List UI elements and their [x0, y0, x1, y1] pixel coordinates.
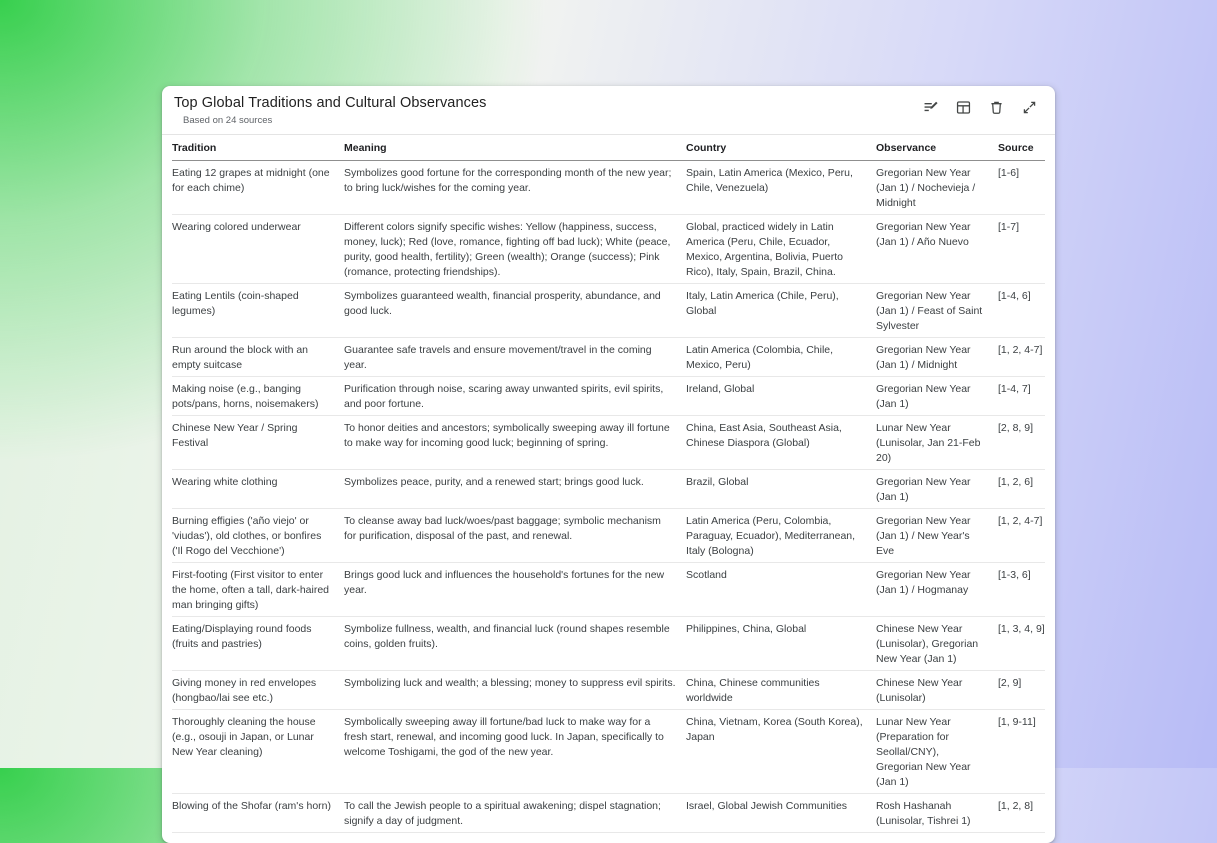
table-row: [172, 794, 1045, 833]
column-header-observance: Observance: [876, 135, 998, 161]
cell-tradition: Eating 12 grapes at midnight (one for each chime): [172, 161, 344, 215]
column-header-meaning: Meaning: [344, 135, 686, 161]
table-row: [172, 509, 1045, 563]
cell-source: [1, 2, 8]: [998, 794, 1045, 833]
cell-observance: Lunar New Year (Lunisolar, Jan 21-Feb 20): [876, 416, 998, 470]
cell-country: Ireland, Global: [686, 377, 876, 416]
cell-country: Israel, Global Jewish Communities: [686, 794, 876, 833]
cell-observance: Chinese New Year (Lunisolar): [876, 671, 998, 710]
cell-country: Global, practiced widely in Latin America (Peru, Chile, Ecuador, Mexico, Argentina, Bolivia, Puerto Rico), Italy, Spain, Brazil, China.: [686, 215, 876, 284]
cell-observance: Gregorian New Year (Jan 1) / Año Nuevo: [876, 215, 998, 284]
cell-meaning: Symbolizing luck and wealth; a blessing; money to suppress evil spirits.: [344, 671, 686, 710]
cell-source: [1-3, 6]: [998, 563, 1045, 617]
cell-observance: Gregorian New Year (Jan 1) / New Year's Eve: [876, 509, 998, 563]
cell-tradition: Eating/Displaying round foods (fruits and pastries): [172, 617, 344, 671]
cell-country: Latin America (Peru, Colombia, Paraguay, Ecuador), Mediterranean, Italy (Bologna): [686, 509, 876, 563]
cell-country: Philippines, China, Global: [686, 617, 876, 671]
cell-meaning: To honor deities and ancestors; symbolically sweeping away ill fortune to make way for incoming good luck; beginning of spring.: [344, 416, 686, 470]
table-row: [172, 161, 1045, 215]
cell-tradition: Thoroughly cleaning the house (e.g., osouji in Japan, or Lunar New Year cleaning): [172, 710, 344, 794]
table-row: [172, 617, 1045, 671]
traditions-table-card: [162, 86, 1055, 843]
cell-observance: Gregorian New Year (Jan 1) / Midnight: [876, 338, 998, 377]
cell-source: [1-4, 7]: [998, 377, 1045, 416]
cell-tradition: First-footing (First visitor to enter the home, often a tall, dark-haired man bringing gifts): [172, 563, 344, 617]
cell-country: Brazil, Global: [686, 470, 876, 509]
delete-icon: [988, 99, 1005, 119]
cell-source: [1, 2, 6]: [998, 470, 1045, 509]
cell-observance: Gregorian New Year (Jan 1): [876, 470, 998, 509]
cell-source: [1, 2, 4-7]: [998, 338, 1045, 377]
cell-country: Scotland: [686, 563, 876, 617]
card-header: [162, 86, 1055, 135]
expand-icon: [1021, 99, 1038, 119]
column-header-tradition: Tradition: [172, 135, 344, 161]
cell-tradition: Chinese New Year / Spring Festival: [172, 416, 344, 470]
table-body: [172, 161, 1045, 833]
cell-meaning: Different colors signify specific wishes: Yellow (happiness, success, money, luck); Red (love, romance, fighting off bad luck); White (peace, purity, good health, fertility); Green (wealth); Orange (success); Pink (romance, protecting friendships).: [344, 215, 686, 284]
cell-source: [1, 9-11]: [998, 710, 1045, 794]
cell-tradition: Blowing of the Shofar (ram's horn): [172, 794, 344, 833]
table-row: [172, 215, 1045, 284]
column-header-country: Country: [686, 135, 876, 161]
cell-country: China, East Asia, Southeast Asia, Chinese Diaspora (Global): [686, 416, 876, 470]
cell-tradition: Wearing white clothing: [172, 470, 344, 509]
header-text-block: [174, 95, 486, 126]
cell-country: Italy, Latin America (Chile, Peru), Global: [686, 284, 876, 338]
table-row: [172, 710, 1045, 794]
cell-observance: Gregorian New Year (Jan 1) / Hogmanay: [876, 563, 998, 617]
cell-country: Spain, Latin America (Mexico, Peru, Chile, Venezuela): [686, 161, 876, 215]
table-view-button[interactable]: [951, 97, 975, 121]
cell-observance: Gregorian New Year (Jan 1): [876, 377, 998, 416]
cell-source: [1-4, 6]: [998, 284, 1045, 338]
cell-meaning: Symbolizes guaranteed wealth, financial prosperity, abundance, and good luck.: [344, 284, 686, 338]
cell-source: [1-6]: [998, 161, 1045, 215]
edit-note-icon: [922, 99, 939, 119]
card-toolbar: [918, 95, 1041, 121]
cell-meaning: Symbolizes good fortune for the corresponding month of the new year; to bring luck/wishes for the coming year.: [344, 161, 686, 215]
table-row: [172, 671, 1045, 710]
table-row: [172, 377, 1045, 416]
cell-meaning: Symbolically sweeping away ill fortune/bad luck to make way for a fresh start, renewal, and incoming good luck. In Japan, specifically to welcome Toshigami, the god of the new year.: [344, 710, 686, 794]
cell-source: [2, 8, 9]: [998, 416, 1045, 470]
cell-meaning: Purification through noise, scaring away unwanted spirits, evil spirits, and poor fortune.: [344, 377, 686, 416]
cell-tradition: Giving money in red envelopes (hongbao/lai see etc.): [172, 671, 344, 710]
cell-country: Latin America (Colombia, Chile, Mexico, Peru): [686, 338, 876, 377]
cell-tradition: Making noise (e.g., banging pots/pans, horns, noisemakers): [172, 377, 344, 416]
cell-country: China, Vietnam, Korea (South Korea), Japan: [686, 710, 876, 794]
table-row: [172, 416, 1045, 470]
table-row: [172, 470, 1045, 509]
cell-observance: Chinese New Year (Lunisolar), Gregorian New Year (Jan 1): [876, 617, 998, 671]
cell-meaning: To call the Jewish people to a spiritual awakening; dispel stagnation; signify a day of judgment.: [344, 794, 686, 833]
cell-meaning: Symbolizes peace, purity, and a renewed start; brings good luck.: [344, 470, 686, 509]
cell-meaning: Symbolize fullness, wealth, and financial luck (round shapes resemble coins, golden fruits).: [344, 617, 686, 671]
sources-subtitle: Based on 24 sources: [183, 115, 273, 126]
table-row: [172, 284, 1045, 338]
expand-button[interactable]: [1017, 97, 1041, 121]
page-title: Top Global Traditions and Cultural Observances: [174, 95, 487, 111]
edit-table-button[interactable]: [918, 97, 942, 121]
cell-tradition: Eating Lentils (coin-shaped legumes): [172, 284, 344, 338]
cell-observance: Gregorian New Year (Jan 1) / Nochevieja / Midnight: [876, 161, 998, 215]
cell-source: [1, 2, 4-7]: [998, 509, 1045, 563]
cell-observance: Gregorian New Year (Jan 1) / Feast of Saint Sylvester: [876, 284, 998, 338]
cell-meaning: Brings good luck and influences the household's fortunes for the new year.: [344, 563, 686, 617]
table-container: [162, 135, 1055, 843]
cell-tradition: Wearing colored underwear: [172, 215, 344, 284]
cell-observance: Rosh Hashanah (Lunisolar, Tishrei 1): [876, 794, 998, 833]
cell-meaning: To cleanse away bad luck/woes/past baggage; symbolic mechanism for purification, disposal of the past, and renewal.: [344, 509, 686, 563]
traditions-table: [172, 135, 1045, 833]
cell-observance: Lunar New Year (Preparation for Seollal/CNY), Gregorian New Year (Jan 1): [876, 710, 998, 794]
cell-source: [1-7]: [998, 215, 1045, 284]
table-row: [172, 338, 1045, 377]
table-header-row: [172, 135, 1045, 161]
cell-meaning: Guarantee safe travels and ensure movement/travel in the coming year.: [344, 338, 686, 377]
column-header-source: Source: [998, 135, 1045, 161]
table-row: [172, 563, 1045, 617]
cell-country: China, Chinese communities worldwide: [686, 671, 876, 710]
cell-source: [1, 3, 4, 9]: [998, 617, 1045, 671]
delete-button[interactable]: [984, 97, 1008, 121]
cell-source: [2, 9]: [998, 671, 1045, 710]
cell-tradition: Burning effigies ('año viejo' or 'viudas'), old clothes, or bonfires ('Il Rogo del Vecchione'): [172, 509, 344, 563]
table-icon: [955, 99, 972, 119]
cell-tradition: Run around the block with an empty suitcase: [172, 338, 344, 377]
